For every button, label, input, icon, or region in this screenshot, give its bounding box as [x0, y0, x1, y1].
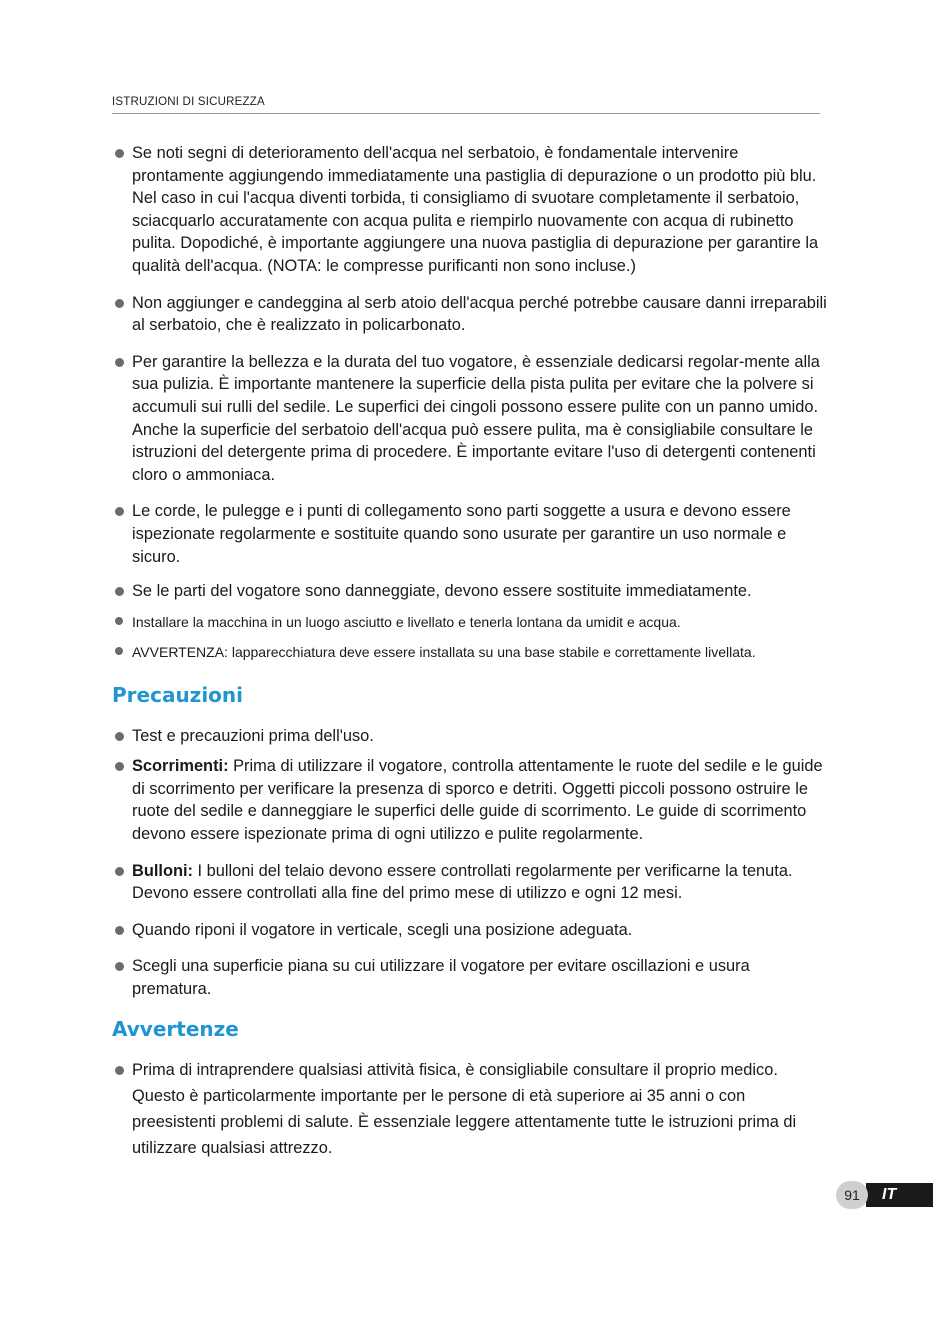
bullet-icon — [115, 732, 124, 741]
section-title-warnings: Avvertenze — [112, 1016, 239, 1041]
bullet-icon — [115, 867, 124, 876]
list-item: Prima di intraprendere qualsiasi attività fisica, è consigliabile consultare il proprio medico. Questo è particolarmente importante per le persone di età superiore ai 35 anni o con preesistenti problemi di salute. È essenziale leggere attentamente tutte le istruzioni prima di utilizzare qualsiasi attrezzo. — [112, 1057, 832, 1162]
list-item: AVVERTENZA: lapparecchiatura deve essere installata su una base stabile e correttamente livellata. — [112, 641, 832, 663]
page-badge — [836, 1181, 933, 1209]
list-item: Le corde, le pulegge e i punti di collegamento sono parti soggette a usura e devono essere ispezionate regolarmente e sostituite quando sono usurate per garantire un uso normale e sicuro. — [112, 500, 832, 568]
page-header: ISTRUZIONI DI SICUREZZA — [112, 96, 820, 114]
bullet-icon — [115, 926, 124, 935]
list-item: Test e precauzioni prima dell'uso. — [112, 725, 832, 748]
list-item: Se noti segni di deterioramento dell'acqua nel serbatoio, è fondamentale intervenire prontamente aggiungendo immediatamente una pastiglia di depurazione o un prodotto più blu. Nel caso in cui l'acqua diventi torbida, ti consigliamo di svuotare completamente il serbatoio, sciacquarlo accuratamente con acqua pulita e riempirlo nuovamente con acqua di rubinetto pulita. Dopodiché, è importante aggiungere una nuova pastiglia di depurazione per garantire la qualità dell'acqua. (NOTA: le compresse purificanti non sono incluse.) — [112, 142, 832, 278]
bullet-icon — [115, 647, 123, 655]
bullet-icon — [115, 358, 124, 367]
list-item: Non aggiunger e candeggina al serb atoio dell'acqua perché potrebbe causare danni irreparabili al serbatoio, che è realizzato in policarbonato. — [112, 292, 832, 337]
page-content — [112, 142, 832, 1161]
warnings-list — [112, 1057, 832, 1162]
bullet-icon — [115, 962, 124, 971]
safety-list — [112, 142, 832, 663]
list-item: Installare la macchina in un luogo asciutto e livellato e tenerla lontana da umidit e acqua. — [112, 611, 832, 633]
list-item: Se le parti del vogatore sono danneggiate, devono essere sostituite immediatamente. — [112, 580, 832, 603]
list-item: Scorrimenti: Prima di utilizzare il vogatore, controlla attentamente le ruote del sedile e le guide di scorrimento per verificare la presenza di sporco e detriti. Oggetti piccoli possono ostruire le ruote del sedile e danneggiare le superfici delle guide di scorrimento. Le guide di scorrimento devono essere ispezionate prima di ogni utilizzo e pulite regolarmente. — [112, 755, 832, 845]
section-title-precautions: Precauzioni — [112, 682, 244, 707]
list-item: Quando riponi il vogatore in verticale, scegli una posizione adeguata. — [112, 919, 832, 942]
bullet-icon — [115, 149, 124, 158]
list-item: Per garantire la bellezza e la durata del tuo vogatore, è essenziale dedicarsi regolar-mente alla sua pulizia. È importante mantenere la superficie della pista pulita per evitare che la polvere si accumuli sui rulli del sedile. Le superfici dei cingoli possono essere pulite con un panno umido. Anche la superficie del serbatoio dell'acqua può essere pulita, ma è consigliabile consultare le istruzioni del detergente prima di procedere. È importante evitare l'uso di detergenti contenenti cloro o ammoniaca. — [112, 351, 832, 487]
bullet-icon — [115, 587, 124, 596]
bullet-icon — [115, 1066, 124, 1075]
bullet-icon — [115, 762, 124, 771]
list-item: Scegli una superficie piana su cui utilizzare il vogatore per evitare oscillazioni e usura prematura. — [112, 955, 832, 1000]
item-label: Scorrimenti: — [132, 757, 229, 776]
list-item: Bulloni: I bulloni del telaio devono essere controllati regolarmente per verificarne la tenuta. Devono essere controllati alla fine del primo mese di utilizzo e ogni 12 mesi. — [112, 860, 832, 905]
page-number: 91 — [836, 1181, 868, 1209]
language-tag: IT — [866, 1183, 933, 1207]
item-label: Bulloni: — [132, 861, 193, 880]
bullet-icon — [115, 507, 124, 516]
precautions-list — [112, 725, 832, 1001]
bullet-icon — [115, 617, 123, 625]
bullet-icon — [115, 299, 124, 308]
